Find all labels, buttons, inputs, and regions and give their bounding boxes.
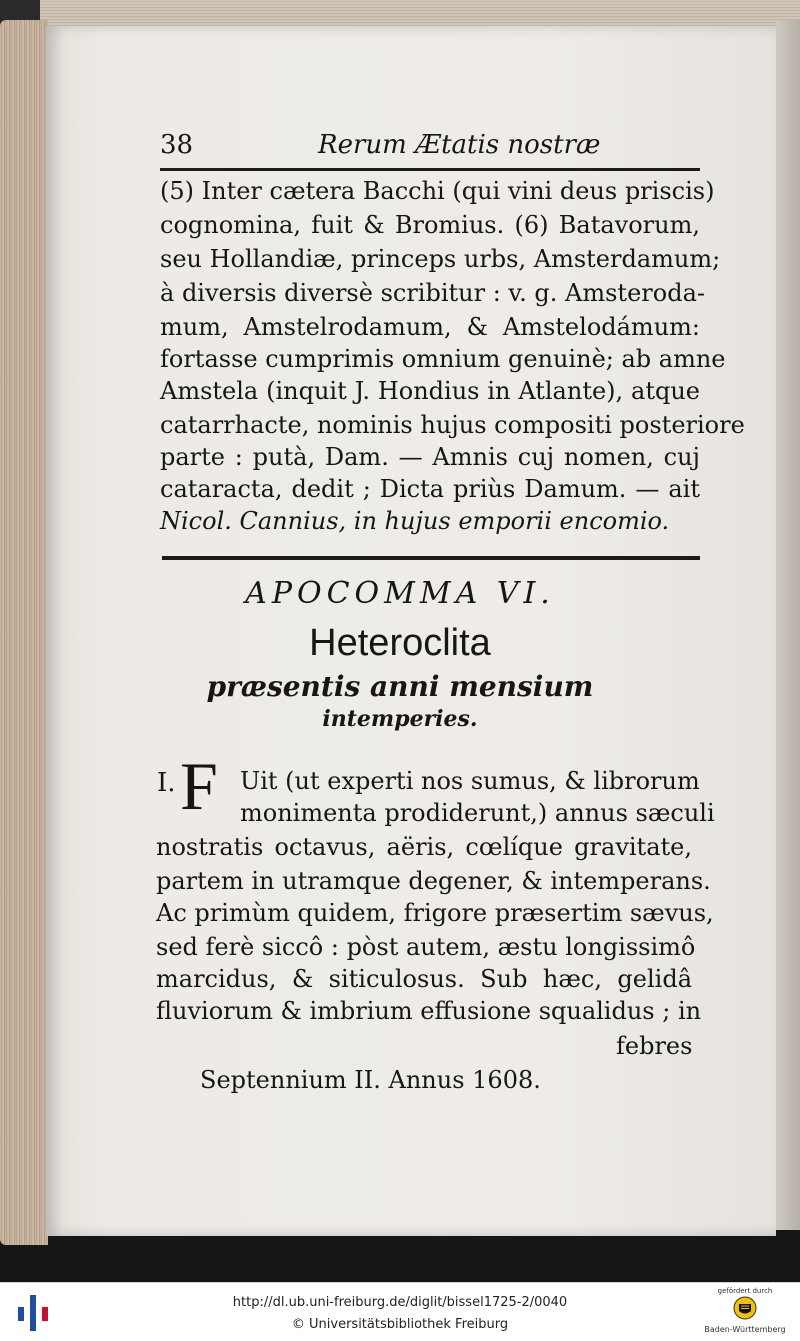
note-line: Nicol. Cannius, in hujus emporii encomio. xyxy=(160,507,670,535)
apocomma-heading: APOCOMMA VI. xyxy=(245,576,555,611)
note-line: fortasse cumprimis omnium genuinè; ab amne xyxy=(160,345,726,373)
sponsor-name: Baden-Württemberg xyxy=(704,1325,786,1334)
body-line: Uit (ut experti nos sumus, & librorum xyxy=(240,767,700,795)
note-line: cataracta, dedit ; Dicta priùs Damum. — ait xyxy=(160,475,700,503)
body-line: marcidus, & siticulosus. Sub hæc, gelidâ xyxy=(156,965,692,993)
running-title: Rerum Ætatis nostræ xyxy=(318,130,601,160)
note-line: (5) Inter cætera Bacchi (qui vini deus priscis) xyxy=(160,177,715,205)
note-line: Amstela (inquit J. Hondius in Atlante), atque xyxy=(160,377,700,405)
section-divider xyxy=(162,556,700,560)
body-line: nostratis octavus, aëris, cœlíque gravitate, xyxy=(156,833,692,861)
section-subtitle-continued: intemperies. xyxy=(322,706,478,732)
drop-cap-initial: F xyxy=(180,748,218,824)
section-subtitle: præsentis anni mensium xyxy=(206,670,594,703)
paragraph-number: I. xyxy=(157,768,176,798)
header-rule xyxy=(160,168,700,171)
viewer-footer xyxy=(0,1282,800,1341)
note-line: mum, Amstelrodamum, & Amstelodámum: xyxy=(160,313,700,341)
sponsor-label: gefördert durch xyxy=(717,1287,773,1295)
body-line: monimenta prodiderunt,) annus sæculi xyxy=(240,799,715,827)
note-line: à diversis diversè scribitur : v. g. Amsteroda- xyxy=(160,279,705,307)
signature-line: Septennium II. Annus 1608. xyxy=(200,1066,541,1094)
note-line: seu Hollandiæ, princeps urbs, Amsterdamum; xyxy=(160,245,721,273)
body-line: fluviorum & imbrium effusione squalidus ; in xyxy=(156,997,702,1025)
note-line: cognomina, fuit & Bromius. (6) Batavorum, xyxy=(160,211,700,239)
note-line: parte : putà, Dam. — Amnis cuj nomen, cuj xyxy=(160,443,700,471)
body-line: sed ferè siccô : pòst autem, æstu longissimô xyxy=(156,933,696,961)
section-title: Heteroclita xyxy=(309,622,491,664)
body-line: Ac primùm quidem, frigore præsertim sævus, xyxy=(156,899,714,927)
catchword: febres xyxy=(616,1032,693,1060)
permalink-url[interactable]: http://dl.ub.uni-freiburg.de/diglit/bissel1725-2/0040 xyxy=(232,1295,568,1310)
state-coat-of-arms-icon xyxy=(732,1295,758,1321)
note-line: catarrhacte, nominis hujus compositi posteriore xyxy=(160,411,745,439)
copyright-notice: © Universitätsbibliothek Freiburg xyxy=(291,1317,509,1332)
body-line: partem in utramque degener, & intemperans. xyxy=(156,867,711,895)
page-number: 38 xyxy=(160,130,194,160)
sponsor-badge xyxy=(690,1285,800,1341)
